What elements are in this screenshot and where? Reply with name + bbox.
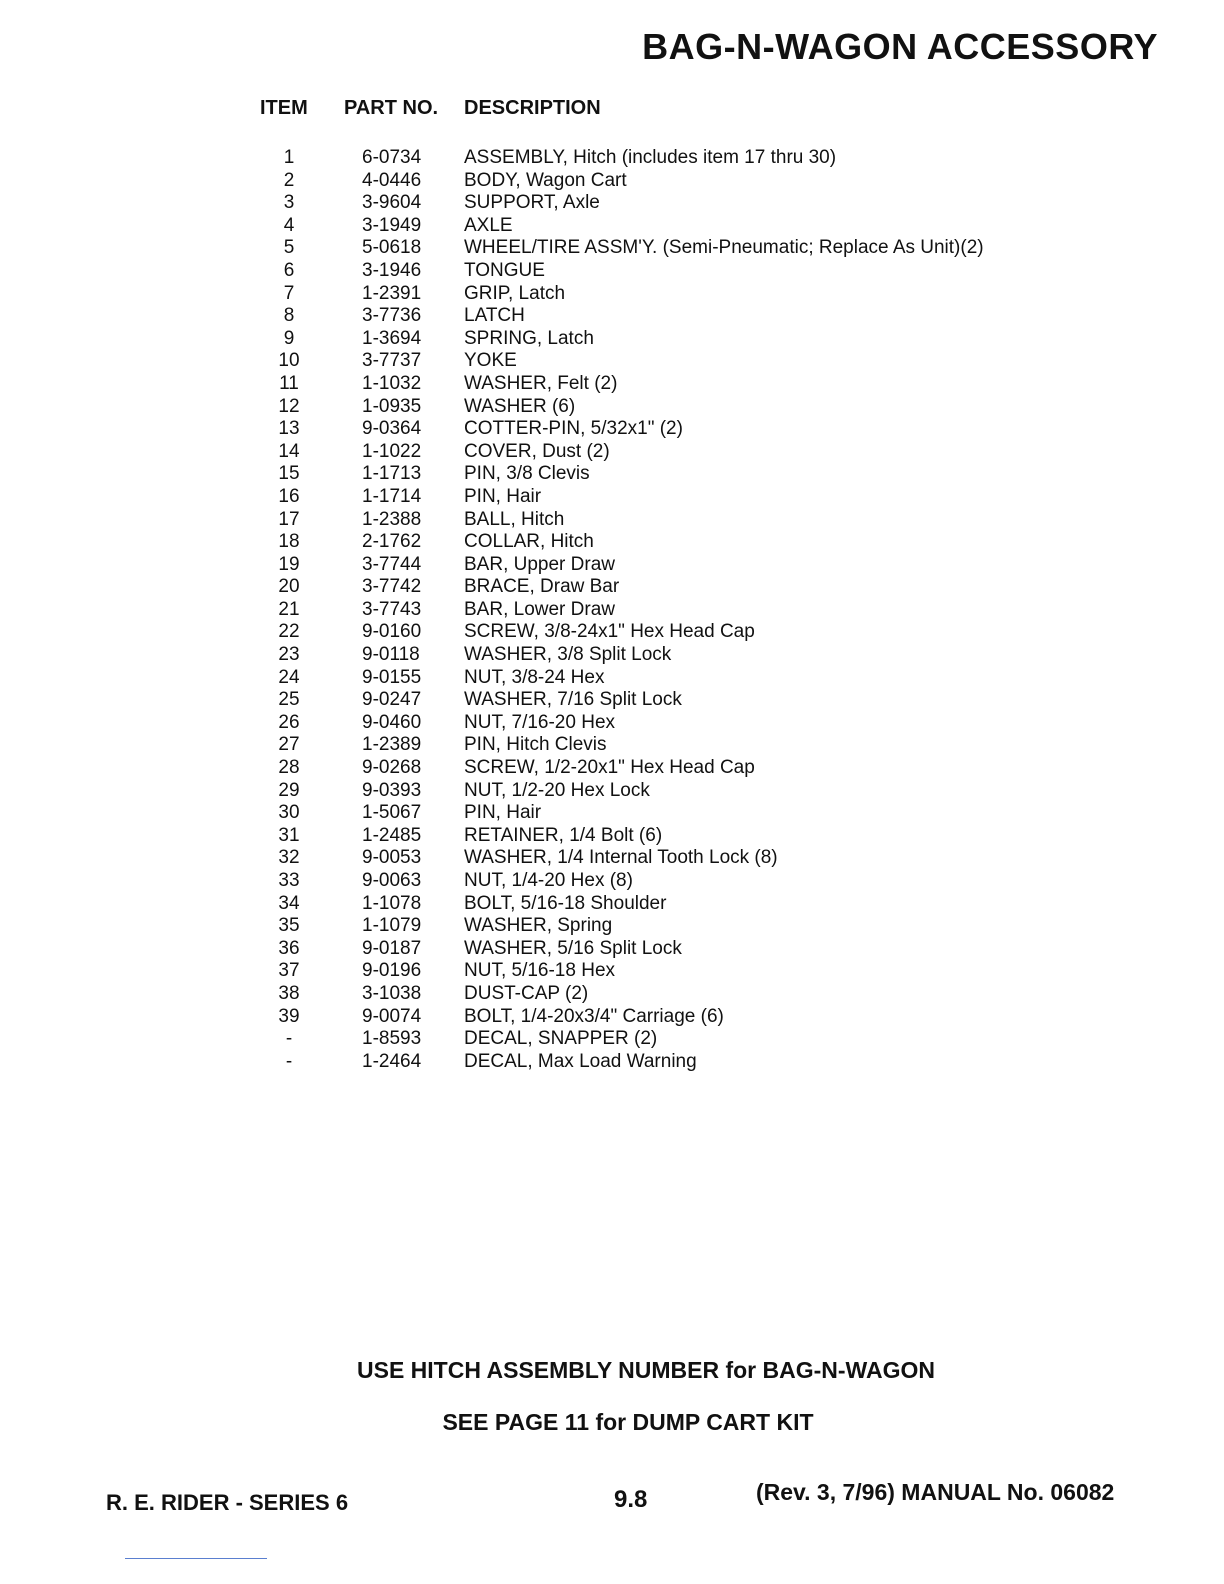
- description-cell: BOLT, 5/16-18 Shoulder: [464, 892, 667, 914]
- description-cell: WASHER, Felt (2): [464, 372, 618, 394]
- table-row: [240, 463, 1100, 486]
- item-cell: 25: [278, 689, 300, 711]
- table-row: [240, 509, 1100, 532]
- part-no-cell: 9-0063: [362, 870, 422, 891]
- item-cell: 1: [283, 147, 295, 168]
- description-cell: WASHER, 7/16 Split Lock: [464, 689, 682, 711]
- table-row: [240, 192, 1100, 215]
- description-cell: RETAINER, 1/4 Bolt (6): [464, 824, 663, 846]
- footer-rule: [125, 1558, 267, 1559]
- item-cell: 9: [283, 327, 295, 349]
- table-row: [240, 531, 1100, 554]
- item-cell: 17: [278, 508, 300, 530]
- table-row: [240, 1051, 1100, 1074]
- table-row: [240, 418, 1100, 441]
- description-cell: WASHER, Spring: [464, 915, 613, 937]
- description-cell: AXLE: [464, 214, 513, 236]
- part-no-cell: 3-1038: [362, 982, 422, 1004]
- table-row: [240, 938, 1100, 961]
- item-cell: 22: [278, 621, 300, 643]
- part-no-cell: 9-0393: [362, 779, 422, 801]
- table-row: [240, 893, 1100, 916]
- part-no-cell: 3-7736: [362, 305, 422, 327]
- item-cell: 16: [278, 485, 300, 507]
- item-cell: 24: [278, 666, 300, 688]
- part-no-cell: 1-1022: [362, 440, 422, 462]
- part-no-cell: 1-5067: [362, 802, 422, 824]
- table-row: [240, 283, 1100, 306]
- description-cell: DECAL, Max Load Warning: [464, 1050, 697, 1072]
- description-cell: TONGUE: [464, 259, 545, 281]
- part-no-cell: 5-0618: [362, 237, 422, 259]
- table-row: [240, 350, 1100, 373]
- table-row: [240, 689, 1100, 712]
- table-row: [240, 780, 1100, 803]
- item-cell: 29: [278, 779, 300, 801]
- part-no-cell: 1-1079: [362, 915, 422, 937]
- part-no-cell: 1-2388: [362, 508, 422, 530]
- description-cell: LATCH: [464, 305, 525, 327]
- description-cell: NUT, 7/16-20 Hex: [464, 711, 616, 733]
- footer-series: R. E. RIDER - SERIES 6: [106, 1490, 349, 1515]
- description-cell: SCREW, 3/8-24x1" Hex Head Cap: [464, 621, 755, 643]
- part-no-cell: 1-1714: [362, 485, 422, 507]
- part-no-cell: 9-0155: [362, 666, 422, 688]
- item-cell: 4: [283, 214, 295, 236]
- description-cell: WHEEL/TIRE ASSM'Y. (Semi-Pneumatic; Replace As Unit)(2): [464, 237, 984, 259]
- item-cell: -: [285, 1050, 293, 1072]
- item-cell: 14: [278, 440, 300, 462]
- item-cell: 23: [278, 644, 300, 666]
- part-no-cell: 9-0160: [362, 621, 422, 643]
- part-no-cell: 1-1032: [362, 372, 422, 394]
- table-row: [240, 576, 1100, 599]
- description-cell: BOLT, 1/4-20x3/4" Carriage (6): [464, 1005, 724, 1027]
- item-cell: 7: [283, 282, 295, 304]
- item-cell: 27: [278, 734, 300, 756]
- description-cell: SCREW, 1/2-20x1" Hex Head Cap: [464, 757, 755, 779]
- part-no-cell: 9-0247: [362, 689, 422, 711]
- item-cell: 6: [283, 259, 295, 281]
- part-no-cell: 9-0118: [362, 644, 420, 666]
- part-no-cell: 3-7743: [362, 598, 422, 620]
- item-cell: 32: [278, 847, 300, 869]
- part-no-cell: 1-2485: [362, 824, 422, 846]
- table-row: [240, 960, 1100, 983]
- item-cell: 33: [278, 870, 300, 891]
- item-cell: 12: [278, 395, 300, 417]
- part-no-cell: 1-0935: [362, 395, 422, 417]
- footer-page-number: 9.8: [614, 1486, 648, 1513]
- part-no-cell: 9-0196: [362, 960, 422, 982]
- item-cell: 34: [278, 892, 300, 914]
- table-row: [240, 644, 1100, 667]
- description-cell: PIN, 3/8 Clevis: [464, 463, 590, 485]
- description-cell: COTTER-PIN, 5/32x1" (2): [464, 418, 683, 440]
- item-cell: 2: [283, 169, 295, 191]
- item-cell: 36: [278, 937, 300, 959]
- table-row: [240, 915, 1100, 938]
- table-row: [240, 441, 1100, 464]
- item-cell: 13: [278, 418, 300, 440]
- description-cell: WASHER, 3/8 Split Lock: [464, 644, 672, 666]
- item-cell: 5: [283, 237, 295, 259]
- description-cell: NUT, 1/4-20 Hex (8): [464, 870, 633, 891]
- footer-manual-number: (Rev. 3, 7/96) MANUAL No. 06082: [756, 1479, 1115, 1505]
- table-row: [240, 802, 1100, 825]
- description-cell: PIN, Hair: [464, 485, 542, 507]
- table-row: [240, 260, 1100, 283]
- table-row: [240, 712, 1100, 735]
- part-no-cell: 1-8593: [362, 1028, 422, 1050]
- part-no-cell: 1-2389: [362, 734, 422, 756]
- parts-table: [240, 95, 1100, 1072]
- item-cell: 18: [278, 531, 300, 553]
- table-row: [240, 870, 1100, 893]
- table-row: [240, 1028, 1100, 1051]
- table-row: [240, 396, 1100, 419]
- table-row: [240, 237, 1100, 260]
- item-cell: 39: [278, 1005, 300, 1027]
- description-cell: YOKE: [464, 350, 517, 372]
- description-cell: DECAL, SNAPPER (2): [464, 1028, 658, 1050]
- item-cell: 26: [278, 711, 300, 733]
- column-header-item: ITEM: [260, 97, 308, 119]
- description-cell: ASSEMBLY, Hitch (includes item 17 thru 30): [464, 147, 837, 168]
- description-cell: NUT, 1/2-20 Hex Lock: [464, 779, 650, 801]
- description-cell: GRIP, Latch: [464, 282, 566, 304]
- part-no-cell: 1-1713: [362, 463, 422, 485]
- part-no-cell: 3-1949: [362, 214, 422, 236]
- table-row: [240, 621, 1100, 644]
- part-no-cell: 1-2464: [362, 1050, 422, 1072]
- part-no-cell: 4-0446: [362, 169, 422, 191]
- part-no-cell: 6-0734: [362, 147, 422, 168]
- hitch-note: USE HITCH ASSEMBLY NUMBER for BAG-N-WAGON: [357, 1357, 935, 1383]
- part-no-cell: 9-0053: [362, 847, 422, 869]
- item-cell: -: [285, 1028, 293, 1050]
- item-cell: 28: [278, 757, 300, 779]
- item-cell: 10: [278, 350, 300, 372]
- description-cell: BRACE, Draw Bar: [464, 576, 620, 598]
- table-row: [240, 1006, 1100, 1029]
- part-no-cell: 9-0074: [362, 1005, 422, 1027]
- part-no-cell: 9-0460: [362, 711, 422, 733]
- description-cell: NUT, 5/16-18 Hex: [464, 960, 616, 982]
- column-header-part-no: PART NO.: [344, 97, 439, 119]
- item-cell: 31: [278, 824, 300, 846]
- description-cell: BALL, Hitch: [464, 508, 565, 530]
- table-row: [240, 983, 1100, 1006]
- description-cell: BODY, Wagon Cart: [464, 169, 627, 191]
- part-no-cell: 1-2391: [362, 282, 422, 304]
- description-cell: SUPPORT, Axle: [464, 192, 600, 214]
- item-cell: 15: [278, 463, 300, 485]
- description-cell: PIN, Hitch Clevis: [464, 734, 607, 756]
- table-row: [240, 757, 1100, 780]
- description-cell: COLLAR, Hitch: [464, 531, 594, 553]
- description-cell: NUT, 3/8-24 Hex: [464, 666, 605, 688]
- description-cell: WASHER (6): [464, 395, 576, 417]
- table-row: [240, 147, 1100, 170]
- table-row: [240, 170, 1100, 193]
- item-cell: 38: [278, 982, 300, 1004]
- table-row: [240, 599, 1100, 622]
- table-row: [240, 825, 1100, 848]
- description-cell: PIN, Hair: [464, 802, 542, 824]
- item-cell: 21: [278, 598, 300, 620]
- table-row: [240, 734, 1100, 757]
- table-row: [240, 486, 1100, 509]
- item-cell: 35: [278, 915, 300, 937]
- description-cell: WASHER, 1/4 Internal Tooth Lock (8): [464, 847, 778, 869]
- table-row: [240, 373, 1100, 396]
- table-row: [240, 305, 1100, 328]
- part-no-cell: 3-1946: [362, 259, 422, 281]
- item-cell: 11: [279, 372, 299, 394]
- part-no-cell: 9-0187: [362, 937, 422, 959]
- item-cell: 37: [278, 960, 300, 982]
- part-no-cell: 1-1078: [362, 892, 422, 914]
- dump-cart-note: SEE PAGE 11 for DUMP CART KIT: [442, 1409, 814, 1435]
- part-no-cell: 1-3694: [362, 327, 422, 349]
- description-cell: DUST-CAP (2): [464, 982, 589, 1004]
- part-no-cell: 2-1762: [362, 531, 422, 553]
- table-row: [240, 215, 1100, 238]
- part-no-cell: 3-9604: [362, 192, 422, 214]
- description-cell: SPRING, Latch: [464, 327, 594, 349]
- description-cell: BAR, Upper Draw: [464, 553, 615, 575]
- item-cell: 8: [283, 305, 295, 327]
- item-cell: 30: [278, 802, 300, 824]
- table-body: [240, 147, 1100, 1073]
- page-title: BAG-N-WAGON ACCESSORY: [642, 26, 1158, 67]
- table-row: [240, 847, 1100, 870]
- part-no-cell: 3-7737: [362, 350, 422, 372]
- item-cell: 3: [283, 192, 295, 214]
- column-header-description: DESCRIPTION: [464, 97, 601, 119]
- table-header: [240, 95, 1100, 127]
- table-row: [240, 667, 1100, 690]
- part-no-cell: 3-7742: [362, 576, 422, 598]
- item-cell: 20: [278, 576, 300, 598]
- part-no-cell: 9-0364: [362, 418, 422, 440]
- description-cell: WASHER, 5/16 Split Lock: [464, 937, 682, 959]
- description-cell: COVER, Dust (2): [464, 440, 610, 462]
- description-cell: BAR, Lower Draw: [464, 598, 615, 620]
- part-no-cell: 9-0268: [362, 757, 422, 779]
- table-row: [240, 328, 1100, 351]
- item-cell: 19: [278, 553, 300, 575]
- table-row: [240, 554, 1100, 577]
- part-no-cell: 3-7744: [362, 553, 422, 575]
